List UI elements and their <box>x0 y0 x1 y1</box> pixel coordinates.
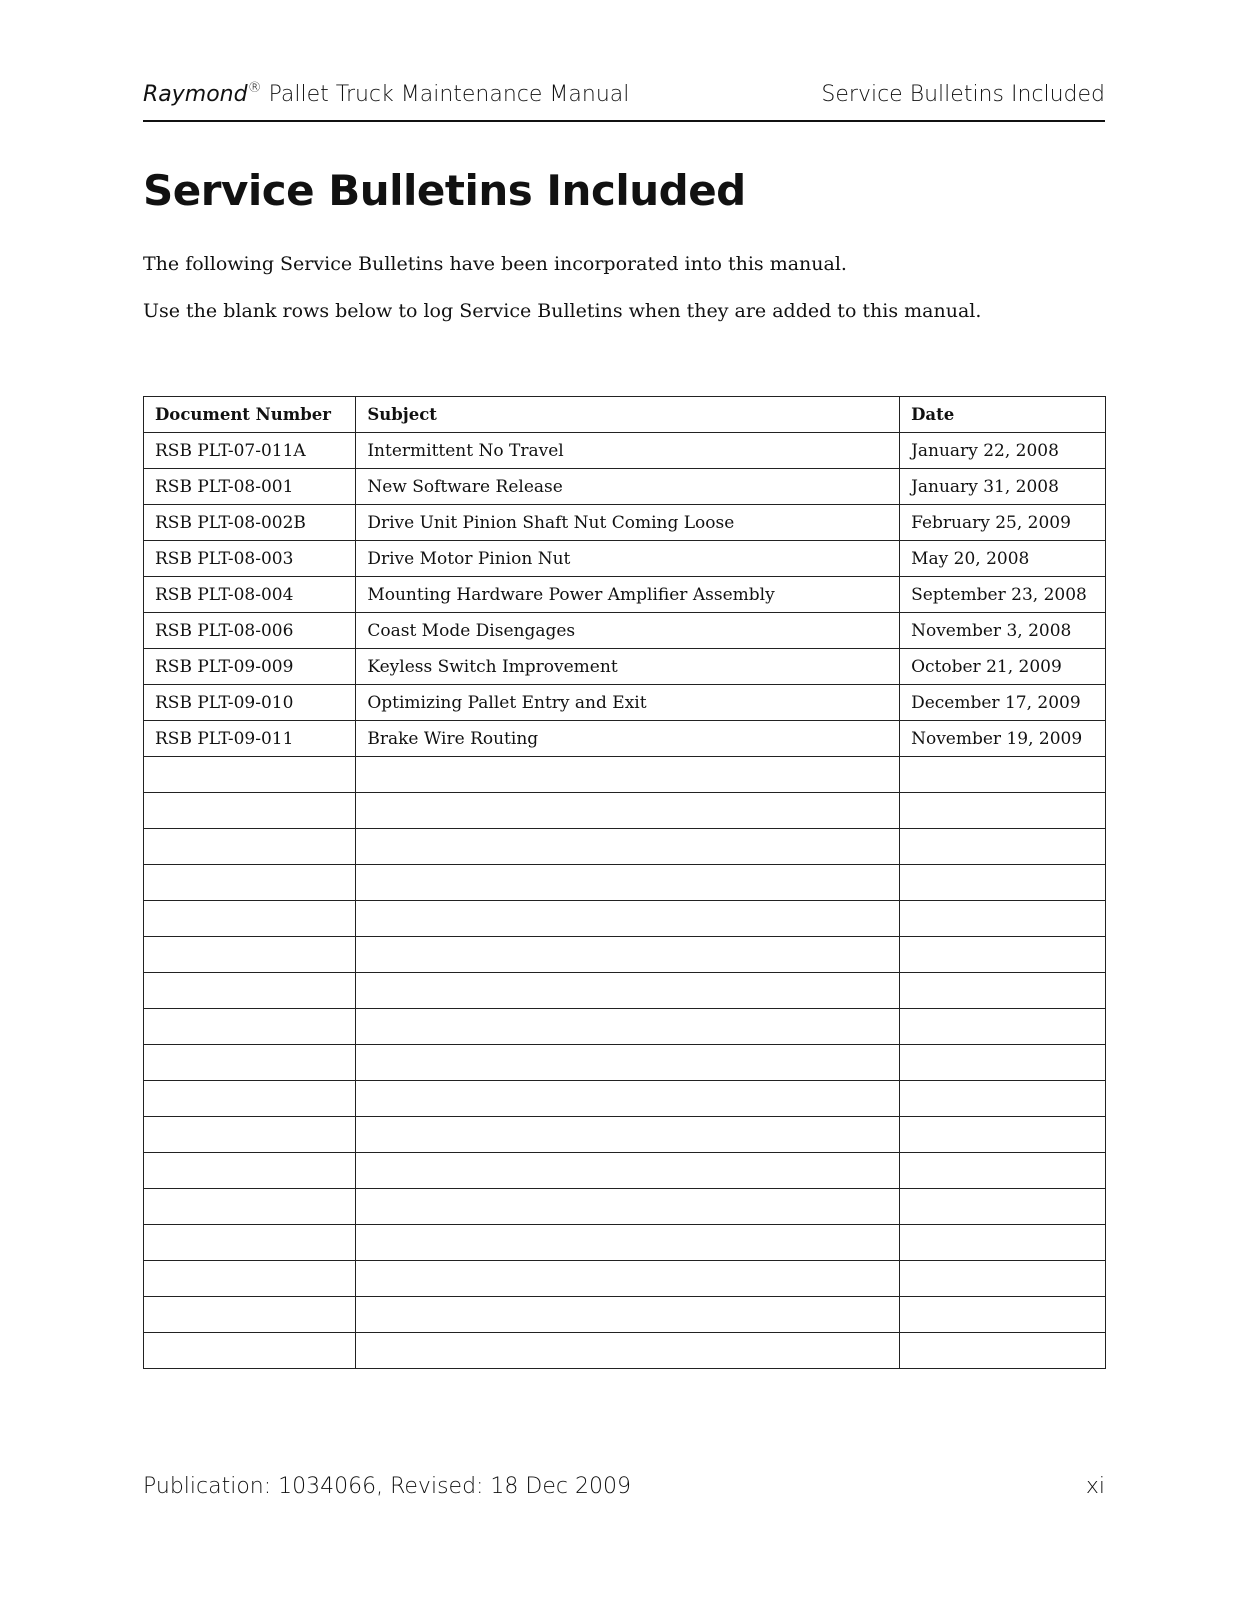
service-bulletins-table <box>143 396 1106 1369</box>
column-header-document-number: Document Number <box>144 397 356 433</box>
cell-date <box>900 1189 1106 1225</box>
cell-subject <box>356 1009 900 1045</box>
cell-subject <box>356 793 900 829</box>
intro-paragraph: The following Service Bulletins have been incorporated into this manual. <box>143 253 847 275</box>
cell-document-number <box>144 1153 356 1189</box>
cell-date <box>900 1225 1106 1261</box>
cell-document-number: RSB PLT-09-011 <box>144 721 356 757</box>
cell-date: January 31, 2008 <box>900 469 1106 505</box>
cell-subject <box>356 1153 900 1189</box>
cell-subject <box>356 901 900 937</box>
header-section-name: Service Bulletins Included <box>821 82 1105 107</box>
column-header-date: Date <box>900 397 1106 433</box>
cell-document-number: RSB PLT-09-009 <box>144 649 356 685</box>
cell-subject <box>356 829 900 865</box>
cell-subject <box>356 973 900 1009</box>
cell-date <box>900 865 1106 901</box>
cell-subject: Drive Unit Pinion Shaft Nut Coming Loose <box>356 505 900 541</box>
cell-date <box>900 1297 1106 1333</box>
cell-subject <box>356 757 900 793</box>
cell-document-number <box>144 973 356 1009</box>
table-row <box>144 1117 1106 1153</box>
cell-date <box>900 757 1106 793</box>
cell-subject <box>356 1225 900 1261</box>
brand-name: Raymond <box>143 82 248 107</box>
cell-date <box>900 793 1106 829</box>
cell-document-number: RSB PLT-08-004 <box>144 577 356 613</box>
table-row <box>144 541 1106 577</box>
cell-document-number <box>144 865 356 901</box>
cell-document-number <box>144 1009 356 1045</box>
registered-mark: ® <box>247 80 262 96</box>
publication-info: Publication: 1034066, Revised: 18 Dec 2009 <box>143 1474 631 1499</box>
cell-date <box>900 901 1106 937</box>
cell-subject <box>356 1297 900 1333</box>
cell-date: November 3, 2008 <box>900 613 1106 649</box>
cell-date: September 23, 2008 <box>900 577 1106 613</box>
cell-date <box>900 1261 1106 1297</box>
cell-date <box>900 1333 1106 1369</box>
cell-document-number <box>144 937 356 973</box>
table-row <box>144 1045 1106 1081</box>
cell-document-number <box>144 757 356 793</box>
cell-document-number: RSB PLT-09-010 <box>144 685 356 721</box>
table-row <box>144 577 1106 613</box>
cell-document-number: RSB PLT-08-003 <box>144 541 356 577</box>
cell-document-number <box>144 1081 356 1117</box>
table-row <box>144 469 1106 505</box>
cell-subject <box>356 1117 900 1153</box>
cell-date <box>900 1045 1106 1081</box>
table-row <box>144 433 1106 469</box>
table-row <box>144 649 1106 685</box>
table-row <box>144 505 1106 541</box>
cell-document-number: RSB PLT-08-006 <box>144 613 356 649</box>
cell-document-number <box>144 1117 356 1153</box>
cell-subject <box>356 1189 900 1225</box>
table-row <box>144 1189 1106 1225</box>
cell-date: May 20, 2008 <box>900 541 1106 577</box>
table-row <box>144 829 1106 865</box>
table-row <box>144 1225 1106 1261</box>
table-header-row <box>144 397 1106 433</box>
cell-date <box>900 1009 1106 1045</box>
table-row <box>144 721 1106 757</box>
table-row <box>144 901 1106 937</box>
cell-subject: Brake Wire Routing <box>356 721 900 757</box>
cell-subject <box>356 937 900 973</box>
cell-date <box>900 1081 1106 1117</box>
instruction-paragraph: Use the blank rows below to log Service Bulletins when they are added to this manual. <box>143 300 982 322</box>
table-row <box>144 973 1106 1009</box>
column-header-subject: Subject <box>356 397 900 433</box>
cell-document-number <box>144 1261 356 1297</box>
cell-subject <box>356 1333 900 1369</box>
cell-document-number <box>144 901 356 937</box>
manual-name: Pallet Truck Maintenance Manual <box>268 82 630 107</box>
table-row <box>144 757 1106 793</box>
cell-subject: Keyless Switch Improvement <box>356 649 900 685</box>
cell-date <box>900 937 1106 973</box>
cell-document-number <box>144 1225 356 1261</box>
cell-document-number: RSB PLT-08-001 <box>144 469 356 505</box>
cell-document-number: RSB PLT-08-002B <box>144 505 356 541</box>
cell-subject <box>356 1081 900 1117</box>
table-row <box>144 1261 1106 1297</box>
cell-date: December 17, 2009 <box>900 685 1106 721</box>
cell-date: January 22, 2008 <box>900 433 1106 469</box>
cell-subject: Coast Mode Disengages <box>356 613 900 649</box>
cell-subject: Drive Motor Pinion Nut <box>356 541 900 577</box>
cell-document-number <box>144 829 356 865</box>
cell-document-number <box>144 1333 356 1369</box>
cell-subject <box>356 1045 900 1081</box>
cell-document-number <box>144 1297 356 1333</box>
cell-document-number <box>144 1045 356 1081</box>
cell-date <box>900 1117 1106 1153</box>
table-row <box>144 793 1106 829</box>
cell-date <box>900 973 1106 1009</box>
page-footer <box>143 1474 1105 1499</box>
table-row <box>144 1081 1106 1117</box>
cell-date <box>900 829 1106 865</box>
table-row <box>144 865 1106 901</box>
header-manual-title <box>143 82 629 107</box>
table-row <box>144 1297 1106 1333</box>
page-header <box>143 80 1105 122</box>
cell-subject: Optimizing Pallet Entry and Exit <box>356 685 900 721</box>
table-row <box>144 937 1106 973</box>
cell-subject: New Software Release <box>356 469 900 505</box>
table-row <box>144 1333 1106 1369</box>
cell-document-number <box>144 793 356 829</box>
cell-date: November 19, 2009 <box>900 721 1106 757</box>
table-row <box>144 1009 1106 1045</box>
cell-subject <box>356 865 900 901</box>
cell-document-number <box>144 1189 356 1225</box>
page-title: Service Bulletins Included <box>143 166 746 215</box>
cell-date: February 25, 2009 <box>900 505 1106 541</box>
page-number: xi <box>1085 1474 1105 1499</box>
table-row <box>144 1153 1106 1189</box>
cell-subject: Mounting Hardware Power Amplifier Assembly <box>356 577 900 613</box>
table-row <box>144 613 1106 649</box>
cell-date <box>900 1153 1106 1189</box>
cell-subject: Intermittent No Travel <box>356 433 900 469</box>
cell-document-number: RSB PLT-07-011A <box>144 433 356 469</box>
cell-subject <box>356 1261 900 1297</box>
table-row <box>144 685 1106 721</box>
cell-date: October 21, 2009 <box>900 649 1106 685</box>
